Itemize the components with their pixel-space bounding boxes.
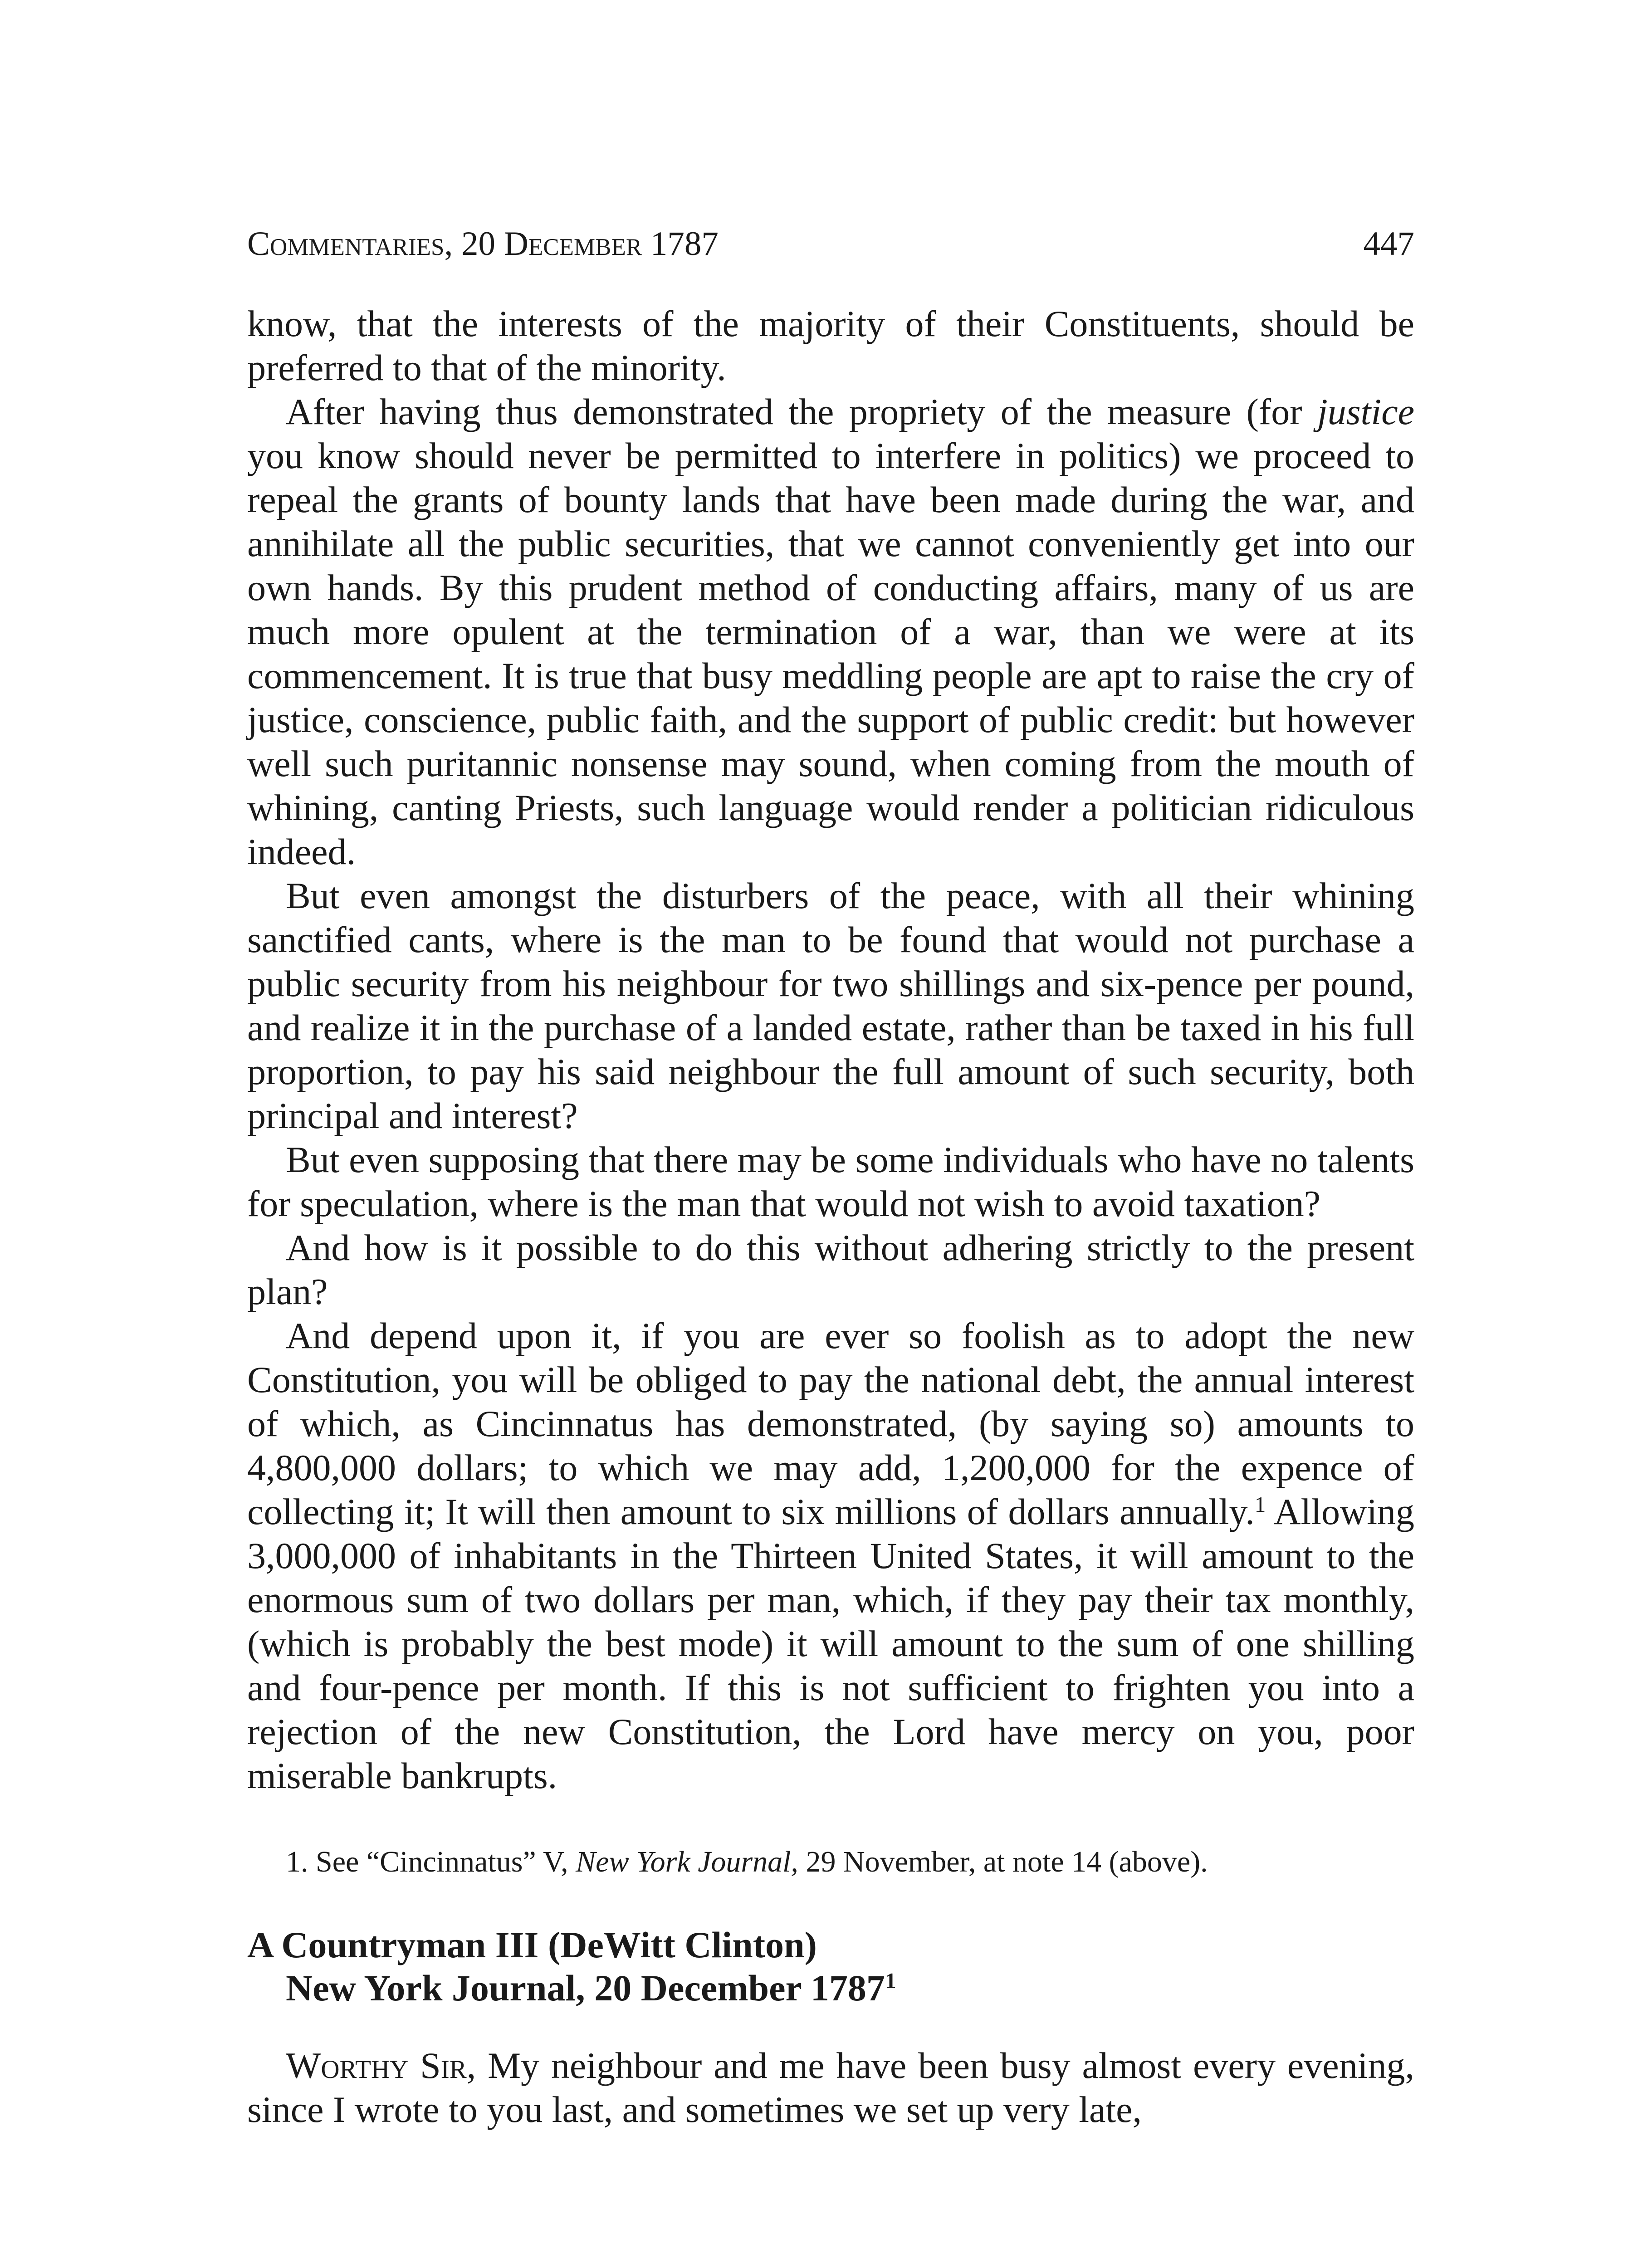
paragraph-6-rest: Allowing 3,000,000 of inhabitants in the Thirteen United States, it will amount to the enormous sum of two dollars per man, which, if they pay their tax monthly, (which is probably the best mode) it will amount to the sum of one shilling and four-pence per month. If this is not sufficient to frighten you into a rejection of the new Constitution, the Lord have mercy on you, poor miserable bankrupts. <box>247 1491 1415 1796</box>
paragraph-6 <box>247 1314 1414 1798</box>
section-heading-line-2 <box>247 1966 1414 2009</box>
letter-text <box>247 2043 1414 2131</box>
footnote-marker: 1 <box>1254 1491 1266 1517</box>
letter-body: My neighbour and me have been busy almost every evening, since I wrote to you last, and sometimes we set up very late, <box>247 2045 1414 2130</box>
footnote-rest: 29 November, at note 14 (above). <box>798 1845 1208 1878</box>
letter-paragraph <box>247 2043 1414 2131</box>
running-title: Commentaries, 20 December 1787 <box>247 225 719 263</box>
salutation: Worthy Sir, <box>286 2045 476 2086</box>
paragraph-6-start: And depend upon it, if you are ever so foolish as to adopt the new Constitution, you will be obliged to pay the national debt, the annual interest of which, as Cincinnatus has demonstrated, (by saying so) amounts to 4,800,000 dollars; to which we may add, 1,200,000 for the expence of collecting it; It will then amount to six millions of dollars annually. <box>247 1315 1414 1532</box>
paragraph-2 <box>247 390 1414 874</box>
page-number: 447 <box>1363 225 1414 263</box>
footnote-start: 1. See “Cincinnatus” V, <box>286 1845 576 1878</box>
paragraph-2-rest: you know should never be permitted to interfere in politics) we proceed to repeal the grants of bounty lands that have been made during the war, and annihilate all the public securities, that we cannot conveniently get into our own hands. By this prudent method of conducting affairs, many of us are much more opulent at the termination of a war, than we were at its commencement. It is true that busy meddling people are apt to raise the cry of justice, conscience, public faith, and the support of public credit: but however well such puritannic nonsense may sound, when coming from the mouth of whining, canting Priests, such language would render a politician ridiculous indeed. <box>247 435 1414 872</box>
paragraph-1: know, that the interests of the majority of their Constituents, should be preferred to that of the minority. <box>247 303 1414 388</box>
footnote <box>247 1842 1414 1882</box>
paragraph-4: But even supposing that there may be some individuals who have no talents for speculation, where is the man that would not wish to avoid taxation? <box>247 1139 1414 1224</box>
paragraph-2-start: After having thus demonstrated the propriety of the measure (for <box>286 391 1317 432</box>
running-head <box>247 217 1414 271</box>
paragraph-5: And how is it possible to do this without adhering strictly to the present plan? <box>247 1227 1414 1312</box>
paragraph-3: But even amongst the disturbers of the peace, with all their whining sanctified cants, where is the man to be found that would not purchase a public security from his neighbour for two shillings and six-pence per pound, and realize it in the purchase of a landed estate, rather than be taxed in his full proportion, to pay his said neighbour the full amount of such security, both principal and interest? <box>247 875 1414 1136</box>
italic-justice: justice <box>1317 391 1414 432</box>
section-heading <box>247 1923 1414 2009</box>
section-heading-source: New York Journal, 20 December 1787 <box>286 1967 885 2009</box>
footnote-italic: New York Journal, <box>576 1845 798 1878</box>
section-heading-line-1: A Countryman III (DeWitt Clinton) <box>247 1924 817 1965</box>
main-text <box>247 302 1414 1798</box>
heading-footnote-marker: 1 <box>885 1968 896 1993</box>
